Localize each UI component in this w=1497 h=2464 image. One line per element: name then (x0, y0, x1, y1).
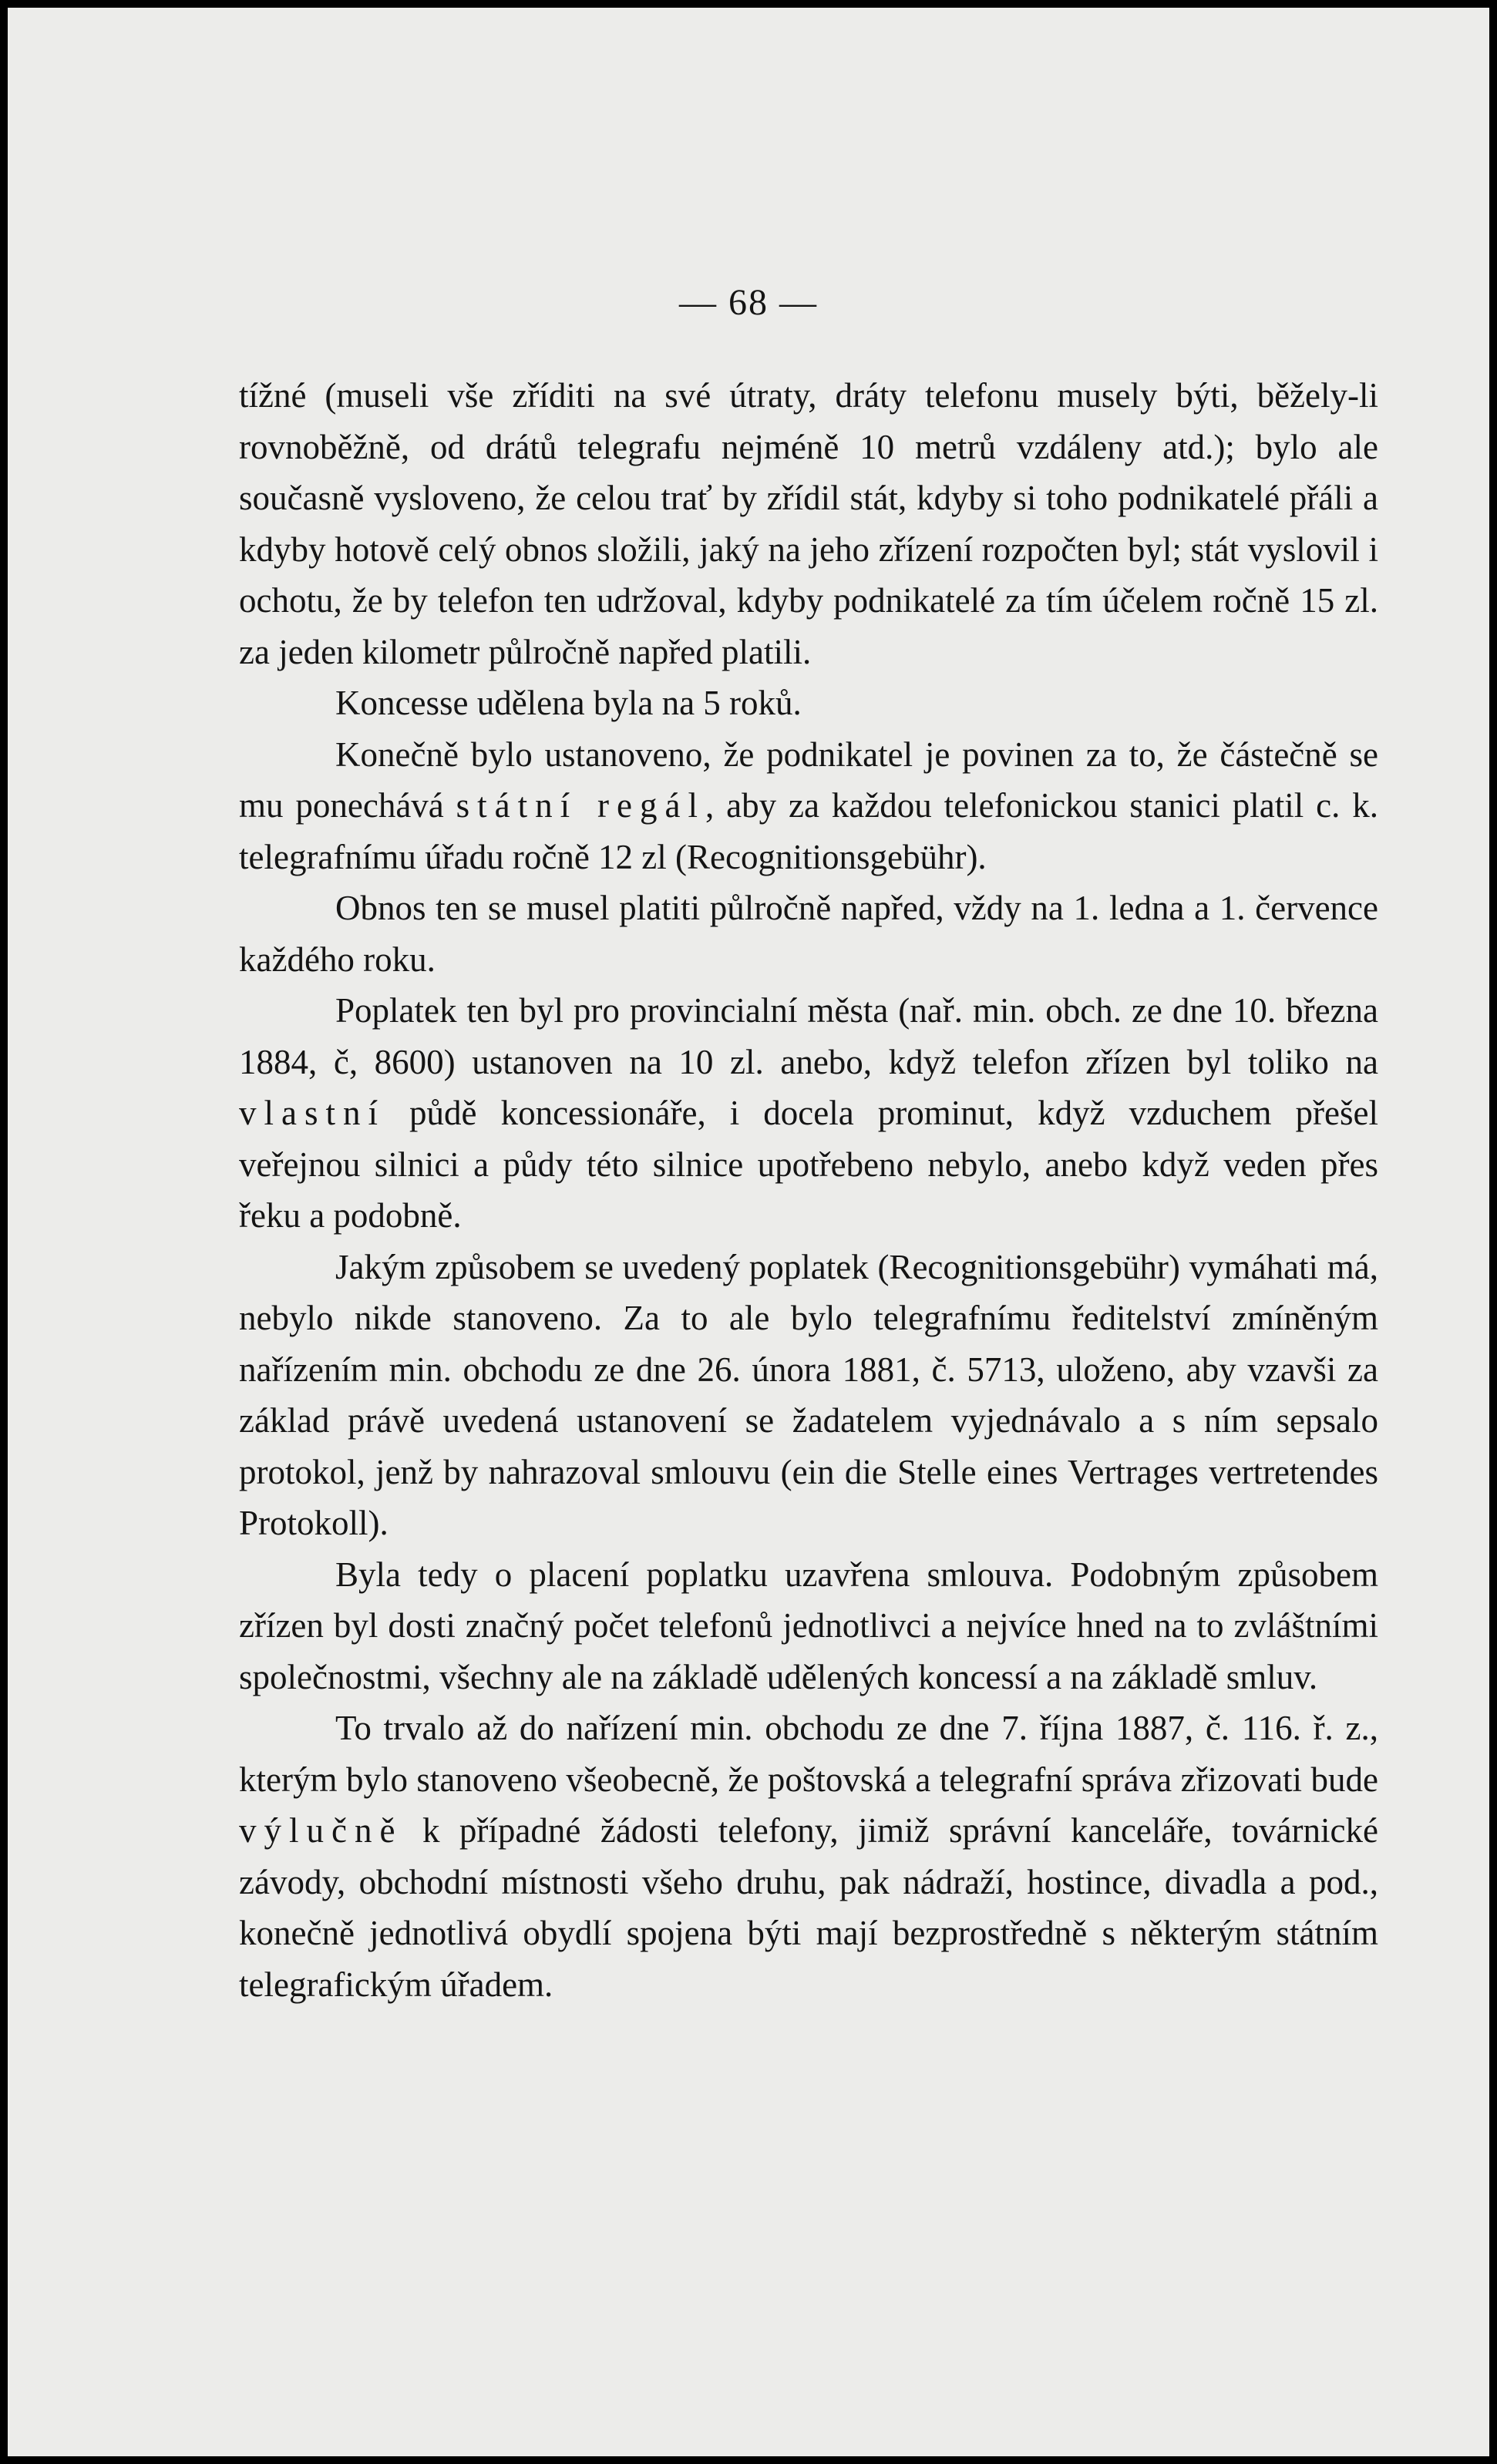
text-segment: Jakým způsobem se uvedený poplatek (Recognitionsgebühr) vymáhati má, nebylo nikde stanoveno. Za to ale bylo telegrafnímu ředitelství zmíněným nařízením min. obchodu ze dne 26. února 1881, č. 5713, uloženo, aby vzavši za základ právě uvedená ustanovení se žadatelem vyjednávalo a s ním sepsalo protokol, jenž by nahrazoval smlouvu (ein die Stelle eines Vertrages vertretendes Protokoll). (239, 1247, 1378, 1542)
paragraph (239, 677, 1378, 729)
text-segment: Obnos ten se musel platiti půlročně napřed, vždy na 1. ledna a 1. července každého roku. (239, 889, 1378, 979)
text-segment: Koncesse udělena byla na 5 roků. (335, 684, 802, 722)
text-segment: To trvalo až do nařízení min. obchodu ze dne 7. října 1887, č. 116. ř. z., kterým bylo stanoveno všeobecně, že poštovská a telegrafní správa zřizovati bude (239, 1709, 1378, 1799)
paragraph (239, 1703, 1378, 2010)
emphasized-text: státní regál (456, 786, 705, 825)
emphasized-text: vlastní (239, 1094, 385, 1132)
text-segment: půdě koncessionáře, i docela prominut, když vzduchem přešel veřejnou silnici a půdy této silnice upotřebeno nebylo, anebo když veden přes řeku a podobně. (239, 1094, 1378, 1235)
text-segment: k případné žádosti telefony, jimiž správní kanceláře, továrnické závody, obchodní místnosti všeho druhu, pak nádraží, hostince, divadla a pod., konečně jednotlivá obydlí spojena býti mají bezprostředně s některým státním telegrafickým úřadem. (239, 1811, 1378, 2004)
book-page (8, 8, 1489, 2456)
text-segment: Poplatek ten byl pro provincialní města (nař. min. obch. ze dne 10. března 1884, č, 8600) ustanoven na 10 zl. anebo, když telefon zřízen byl toliko na (239, 991, 1378, 1081)
text-segment: Konečně bylo ustanoveno, že podnikatel je povinen za to, že částečně se mu ponechává (239, 734, 1378, 825)
paragraph (239, 1242, 1378, 1549)
paragraph (239, 1549, 1378, 1703)
emphasized-text: výlučně (239, 1811, 403, 1850)
body-text (239, 370, 1378, 2010)
paragraph (239, 882, 1378, 985)
page-number: — 68 — (679, 282, 818, 323)
paragraph (239, 370, 1378, 677)
text-segment: tížné (museli vše zříditi na své útraty, dráty telefonu musely býti, běžely-li rovnoběžně, od drátů telegrafu nejméně 10 metrů vzdáleny atd.); bylo ale současně vysloveno, že celou trať by zřídil stát, kdyby si toho podnikatelé přáli a kdyby hotově celý obnos složili, jaký na jeho zřízení rozpočten byl; stát vyslovil i ochotu, že by telefon ten udržoval, kdyby podnikatelé za tím účelem ročně 15 zl. za jeden kilometr půlročně napřed platili. (239, 376, 1378, 671)
paragraph (239, 985, 1378, 1242)
text-segment: Byla tedy o placení poplatku uzavřena smlouva. Podobným způsobem zřízen byl dosti značný počet telefonů jednotlivci a nejvíce hned na to zvláštními společnostmi, všechny ale na základě udělených koncessí a na základě smluv. (239, 1555, 1378, 1696)
paragraph (239, 729, 1378, 883)
text-segment: , aby za každou telefonickou stanici platil c. k. telegrafnímu úřadu ročně 12 zl (Recognitionsgebühr). (239, 786, 1378, 876)
